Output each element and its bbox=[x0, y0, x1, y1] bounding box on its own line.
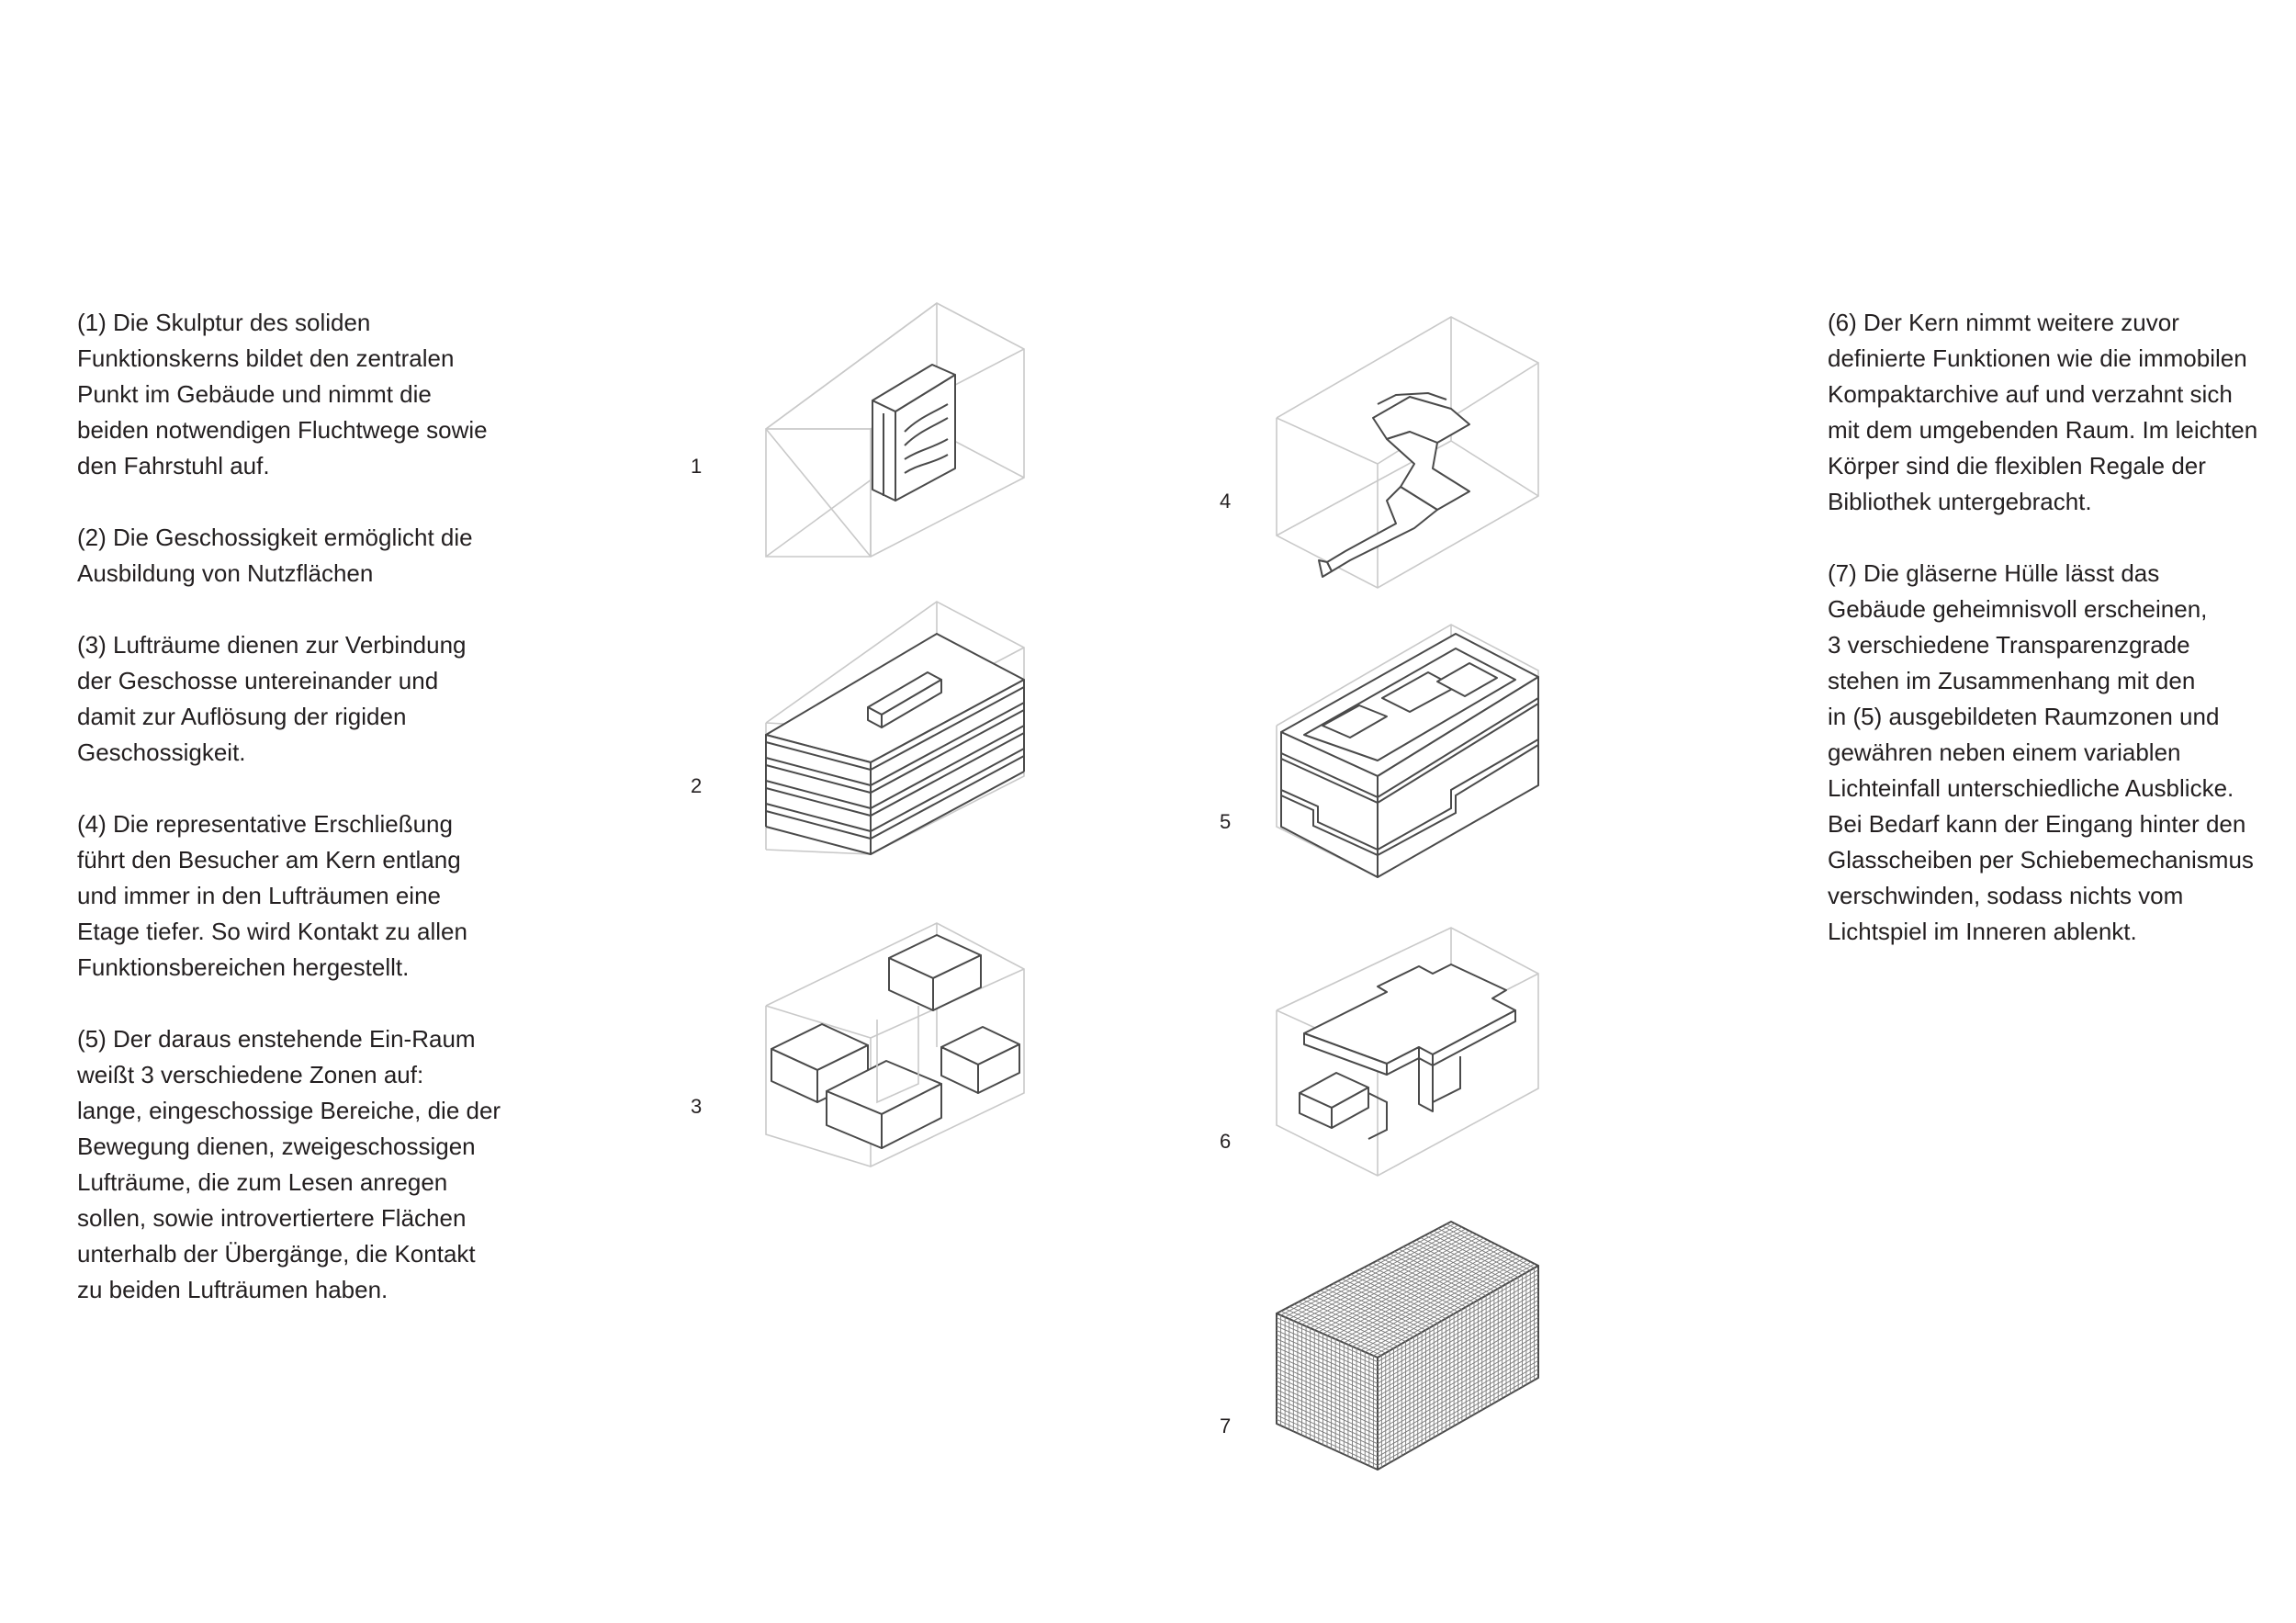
diagram-4-circulation bbox=[1277, 317, 1538, 588]
diagram-5-number: 5 bbox=[1220, 810, 1232, 833]
diagram-3-air-spaces bbox=[766, 923, 1024, 1167]
diagram-6-number: 6 bbox=[1220, 1130, 1232, 1153]
paragraph-1: (1) Die Skulptur des soliden Funktionskerns bildet den zentralen Punkt im Gebäude und nimmt die beiden notwendigen Fluchtwege sowie den Fahrstuhl auf. bbox=[77, 309, 488, 479]
diagram-4-number: 4 bbox=[1220, 490, 1232, 513]
diagram-3-block-right bbox=[941, 1027, 1019, 1093]
paragraph-2: (2) Die Geschossigkeit ermöglicht die Ausbildung von Nutzflächen bbox=[77, 524, 473, 587]
paragraph-5: (5) Der daraus enstehende Ein-Raum weißt 3 verschiedene Zonen auf: lange, eingeschossige Bereiche, die der Bewegung dienen, zweigeschossigen Lufträume, die zum Lesen anregen sollen, sowie introvertiertere Flächen unterhalb der Übergänge, die Kontakt zu beiden Lufträumen haben. bbox=[77, 1025, 501, 1303]
diagram-6-core-body bbox=[1277, 928, 1538, 1176]
diagram-5-room-zones bbox=[1277, 625, 1538, 877]
diagram-3-number: 3 bbox=[691, 1095, 703, 1118]
diagram-3-block-top bbox=[889, 935, 981, 1010]
diagram-1-number: 1 bbox=[691, 455, 703, 478]
diagram-2-floor-stack bbox=[766, 602, 1024, 854]
diagram-2-number: 2 bbox=[691, 774, 703, 797]
paragraph-6: (6) Der Kern nimmt weitere zuvor definierte Funktionen wie die immobilen Kompaktarchive auf und verzahnt sich mit dem umgebenden Raum. Im leichten Körper sind die flexiblen Regale der Bibliothek untergebracht. bbox=[1828, 309, 2258, 515]
diagram-1-core-sculpture bbox=[766, 303, 1024, 557]
diagram-7-glass-envelope bbox=[1277, 1222, 1538, 1470]
diagram-7-number: 7 bbox=[1220, 1414, 1232, 1437]
paragraph-7: (7) Die gläserne Hülle lässt das Gebäude geheimnisvoll erscheinen, 3 verschiedene Transparenzgrade stehen im Zusammenhang mit den in (5) ausgebildeten Raumzonen und gewähren neben einem variablen Lichteinfall unterschiedliche Ausblicke. Bei Bedarf kann der Eingang hinter den Glasscheiben per Schiebemechanismus verschwinden, sodass nichts vom Lichtspiel im Inneren ablenkt. bbox=[1828, 559, 2254, 945]
paragraph-3: (3) Lufträume dienen zur Verbindung der Geschosse untereinander und damit zur Auflösung der rigiden Geschossigkeit. bbox=[77, 631, 467, 766]
paragraph-4: (4) Die representative Erschließung führt den Besucher am Kern entlang und immer in den Lufträumen eine Etage tiefer. So wird Kontakt zu allen Funktionsbereichen hergestellt. bbox=[77, 810, 467, 981]
diagram-2-slabs bbox=[766, 634, 1024, 854]
